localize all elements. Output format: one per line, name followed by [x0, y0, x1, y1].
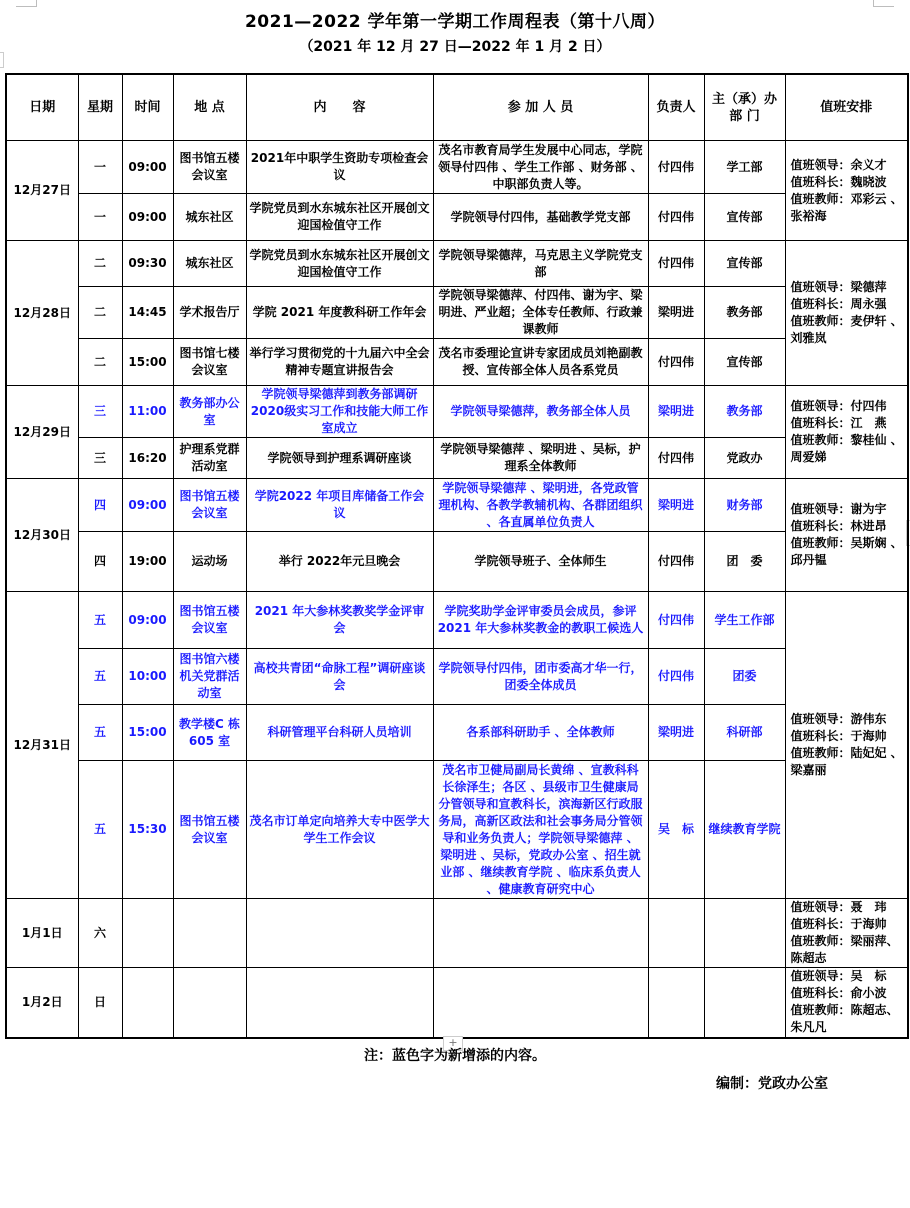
date-cell: 12月27日 — [6, 141, 78, 241]
duty-teacher: 值班教师：麦伊轩 、刘雅岚 — [790, 314, 903, 345]
dept-cell: 宣传部 — [704, 241, 785, 287]
owner-cell: 付四伟 — [648, 194, 704, 241]
owner-cell — [648, 968, 704, 1038]
date-cell: 12月29日 — [6, 386, 78, 479]
weekday-cell: 一 — [78, 194, 122, 241]
table-row — [6, 241, 908, 287]
weekday-cell: 二 — [78, 287, 122, 339]
duty-chief: 值班科长：俞小波 — [790, 986, 887, 1001]
duty-cell — [785, 899, 908, 968]
header-content: 内 容 — [246, 74, 433, 141]
location-cell: 图书馆七楼会议室 — [173, 339, 246, 386]
time-cell: 15:30 — [122, 761, 173, 899]
location-cell: 教务部办公室 — [173, 386, 246, 438]
dept-cell: 学工部 — [704, 141, 785, 194]
participants-cell: 学院领导梁德萍，马克思主义学院党支部 — [433, 241, 648, 287]
location-cell: 图书馆五楼会议室 — [173, 592, 246, 649]
participants-cell: 学院领导梁德萍，教务部全体人员 — [433, 386, 648, 438]
header-time: 时间 — [122, 74, 173, 141]
weekday-cell: 五 — [78, 761, 122, 899]
content-cell: 2021 年大参林奖教奖学金评审会 — [246, 592, 433, 649]
content-cell — [246, 899, 433, 968]
footnote: 注：蓝色字为新增添的内容。 — [364, 1048, 546, 1064]
duty-teacher: 值班教师：邓彩云 、张裕海 — [790, 191, 903, 223]
time-cell: 14:45 — [122, 287, 173, 339]
time-cell: 09:00 — [122, 592, 173, 649]
duty-chief: 值班科长：魏晓波 — [790, 174, 887, 189]
time-cell: 10:00 — [122, 649, 173, 705]
weekday-cell: 五 — [78, 649, 122, 705]
duty-teacher: 值班教师：吴斯娴 、邱丹韫 — [790, 536, 903, 567]
weekday-cell: 二 — [78, 339, 122, 386]
header-participants: 参 加 人 员 — [433, 74, 648, 141]
table-row — [6, 479, 908, 532]
duty-cell — [785, 479, 908, 592]
table-row — [6, 761, 908, 899]
page-corner-mark-right — [873, 0, 894, 7]
participants-cell — [433, 968, 648, 1038]
duty-teacher: 值班教师：陆妃妃 、梁嘉丽 — [790, 746, 903, 777]
content-cell: 高校共青团“命脉工程”调研座谈会 — [246, 649, 433, 705]
content-cell: 学院2022 年项目库储备工作会议 — [246, 479, 433, 532]
content-cell: 2021年中职学生资助专项检查会议 — [246, 141, 433, 194]
page-subtitle: （2021 年 12 月 27 日—2022 年 1 月 2 日） — [299, 39, 611, 55]
date-cell: 1月2日 — [6, 968, 78, 1038]
page-corner-mark-left — [16, 0, 37, 7]
duty-cell — [785, 141, 908, 241]
header-dept: 主（承）办部 门 — [704, 74, 785, 141]
location-cell: 图书馆六楼机关党群活动室 — [173, 649, 246, 705]
content-cell: 学院领导到护理系调研座谈 — [246, 438, 433, 479]
date-cell: 1月1日 — [6, 899, 78, 968]
table-row — [6, 438, 908, 479]
participants-cell: 学院领导班子、全体师生 — [433, 532, 648, 592]
dept-cell: 继续教育学院 — [704, 761, 785, 899]
location-cell: 图书馆五楼会议室 — [173, 761, 246, 899]
dept-cell: 财务部 — [704, 479, 785, 532]
owner-cell: 付四伟 — [648, 241, 704, 287]
location-cell: 城东社区 — [173, 241, 246, 287]
duty-chief: 值班科长：江 燕 — [790, 416, 887, 430]
weekday-cell: 四 — [78, 479, 122, 532]
dept-cell — [704, 968, 785, 1038]
header-owner: 负责人 — [648, 74, 704, 141]
owner-cell: 梁明进 — [648, 287, 704, 339]
content-cell: 学院 2021 年度教科研工作年会 — [246, 287, 433, 339]
location-cell: 教学楼C 栋605 室 — [173, 705, 246, 761]
date-cell: 12月31日 — [6, 592, 78, 899]
content-cell: 学院党员到水东城东社区开展创文迎国检值守工作 — [246, 194, 433, 241]
owner-cell: 梁明进 — [648, 705, 704, 761]
participants-cell: 茂名市卫健局副局长黄绵 、宣教科科长徐泽生；各区 、县级市卫生健康局分管领导和宣教科长，滨海新区行政服务局，高新区政法和社会事务局分管领导和业务负责人；学院领导梁德萍 、梁明进 、吴标，党政办公室 、招生就业部 、继续教育学院 、临床系负责人 、健康教育研究中心 — [433, 761, 648, 899]
date-cell: 12月28日 — [6, 241, 78, 386]
location-cell: 运动场 — [173, 532, 246, 592]
time-cell: 16:20 — [122, 438, 173, 479]
dept-cell: 宣传部 — [704, 339, 785, 386]
weekday-cell: 二 — [78, 241, 122, 287]
duty-leader: 值班领导：游伟东 — [790, 712, 887, 726]
header-weekday: 星期 — [78, 74, 122, 141]
header-duty: 值班安排 — [785, 74, 908, 141]
owner-cell: 梁明进 — [648, 386, 704, 438]
table-row — [6, 968, 908, 1038]
date-cell: 12月30日 — [6, 479, 78, 592]
page-title: 2021—2022 学年第一学期工作周程表（第十八周） — [244, 12, 666, 32]
location-cell: 图书馆五楼会议室 — [173, 479, 246, 532]
duty-cell — [785, 968, 908, 1038]
participants-cell: 茂名市委理论宣讲专家团成员刘艳副教授、宣传部全体人员各系党员 — [433, 339, 648, 386]
duty-chief: 值班科长：于海帅 — [790, 917, 887, 931]
time-cell: 09:00 — [122, 479, 173, 532]
time-cell: 19:00 — [122, 532, 173, 592]
duty-leader: 值班领导：付四伟 — [790, 399, 887, 413]
location-cell: 护理系党群活动室 — [173, 438, 246, 479]
table-row — [6, 592, 908, 649]
time-cell: 09:00 — [122, 141, 173, 194]
time-cell — [122, 899, 173, 968]
weekday-cell: 一 — [78, 141, 122, 194]
duty-teacher: 值班教师：梁丽萍、陈超志 — [790, 934, 899, 965]
duty-teacher: 值班教师：黎桂仙 、周爱娣 — [790, 433, 903, 464]
duty-chief: 值班科长：林进昂 — [790, 519, 887, 533]
participants-cell: 学院领导付四伟，团市委高才华一行，团委全体成员 — [433, 649, 648, 705]
duty-cell — [785, 241, 908, 386]
weekday-cell: 四 — [78, 532, 122, 592]
location-cell — [173, 968, 246, 1038]
duty-leader: 值班领导：聂 玮 — [790, 900, 887, 914]
dept-cell: 教务部 — [704, 287, 785, 339]
table-row — [6, 705, 908, 761]
participants-cell: 茂名市教育局学生发展中心同志，学院领导付四伟 、学生工作部 、财务部 、中职部负责人等。 — [433, 141, 648, 194]
content-cell: 学院领导梁德萍到教务部调研2020级实习工作和技能大师工作室成立 — [246, 386, 433, 438]
weekday-cell: 六 — [78, 899, 122, 968]
duty-leader: 值班领导：余义才 — [790, 157, 887, 172]
dept-cell: 宣传部 — [704, 194, 785, 241]
table-row — [6, 899, 908, 968]
header-row — [6, 74, 908, 141]
table-row — [6, 141, 908, 194]
owner-cell: 梁明进 — [648, 479, 704, 532]
participants-cell: 学院领导梁德萍、付四伟、谢为宇、梁明进、严业超；全体专任教师、行政兼课教师 — [433, 287, 648, 339]
header-location: 地 点 — [173, 74, 246, 141]
duty-chief: 值班科长：于海帅 — [790, 729, 887, 743]
location-cell — [173, 899, 246, 968]
table-row — [6, 386, 908, 438]
participants-cell: 各系部科研助手 、全体教师 — [433, 705, 648, 761]
table-row — [6, 287, 908, 339]
schedule-table — [5, 73, 909, 1039]
dept-cell: 教务部 — [704, 386, 785, 438]
owner-cell: 付四伟 — [648, 592, 704, 649]
table-row — [6, 649, 908, 705]
owner-cell — [648, 899, 704, 968]
content-cell — [246, 968, 433, 1038]
content-cell: 茂名市订单定向培养大专中医学大学生工作会议 — [246, 761, 433, 899]
participants-cell: 学院领导梁德萍 、梁明进，各党政管理机构、各教学教辅机构、各群团组织 、各直属单位负责人 — [433, 479, 648, 532]
dept-cell: 科研部 — [704, 705, 785, 761]
table-row — [6, 532, 908, 592]
header-date: 日期 — [6, 74, 78, 141]
table-row — [6, 339, 908, 386]
duty-leader: 值班领导：吴 标 — [790, 969, 887, 984]
weekday-cell: 三 — [78, 438, 122, 479]
weekday-cell: 五 — [78, 592, 122, 649]
location-cell: 图书馆五楼会议室 — [173, 141, 246, 194]
duty-leader: 值班领导：谢为宇 — [790, 502, 887, 516]
weekday-cell: 五 — [78, 705, 122, 761]
dept-cell: 党政办 — [704, 438, 785, 479]
content-cell: 科研管理平台科研人员培训 — [246, 705, 433, 761]
participants-cell — [433, 899, 648, 968]
owner-cell: 吴 标 — [648, 761, 704, 899]
participants-cell: 学院奖助学金评审委员会成员，参评2021 年大参林奖教金的教职工候选人 — [433, 592, 648, 649]
duty-leader: 值班领导：梁德萍 — [790, 280, 887, 294]
location-cell: 城东社区 — [173, 194, 246, 241]
owner-cell: 付四伟 — [648, 532, 704, 592]
time-cell: 11:00 — [122, 386, 173, 438]
location-cell: 学术报告厅 — [173, 287, 246, 339]
owner-cell: 付四伟 — [648, 438, 704, 479]
time-cell — [122, 968, 173, 1038]
content-cell: 学院党员到水东城东社区开展创文迎国检值守工作 — [246, 241, 433, 287]
content-cell: 举行学习贯彻党的十九届六中全会精神专题宣讲报告会 — [246, 339, 433, 386]
participants-cell: 学院领导付四伟，基础教学党支部 — [433, 194, 648, 241]
duty-cell — [785, 386, 908, 479]
table-row — [6, 194, 908, 241]
owner-cell: 付四伟 — [648, 339, 704, 386]
dept-cell: 团 委 — [704, 532, 785, 592]
weekday-cell: 日 — [78, 968, 122, 1038]
content-cell: 举行 2022年元旦晚会 — [246, 532, 433, 592]
duty-chief: 值班科长：周永强 — [790, 297, 887, 311]
time-cell: 09:30 — [122, 241, 173, 287]
dept-cell — [704, 899, 785, 968]
owner-cell: 付四伟 — [648, 649, 704, 705]
duty-teacher: 值班教师：陈超志、朱凡凡 — [790, 1003, 899, 1035]
time-cell: 15:00 — [122, 339, 173, 386]
dept-cell: 学生工作部 — [704, 592, 785, 649]
owner-cell: 付四伟 — [648, 141, 704, 194]
add-row-plus-icon[interactable]: + — [443, 1036, 463, 1051]
dept-cell: 团委 — [704, 649, 785, 705]
participants-cell: 学院领导梁德萍 、梁明进 、吴标，护理系全体教师 — [433, 438, 648, 479]
time-cell: 15:00 — [122, 705, 173, 761]
weekday-cell: 三 — [78, 386, 122, 438]
duty-cell — [785, 592, 908, 899]
time-cell: 09:00 — [122, 194, 173, 241]
editor-credit: 编制：党政办公室 — [716, 1076, 828, 1092]
